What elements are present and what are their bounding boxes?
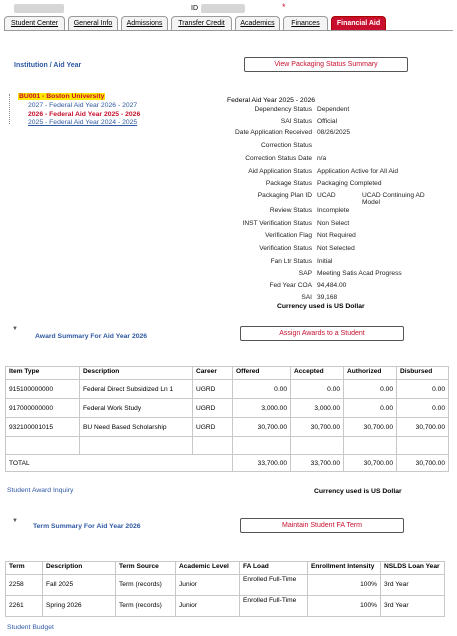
award-summary-heading: Award Summary For Aid Year 2026 bbox=[35, 333, 148, 340]
award-cell-career: UGRD bbox=[193, 418, 233, 437]
status-value: n/a bbox=[317, 155, 327, 162]
total-offered: 33,700.00 bbox=[233, 455, 291, 472]
aid-currency-note: Currency used is US Dollar bbox=[277, 303, 365, 310]
tree-item-2025[interactable]: 2025 - Federal Aid Year 2024 - 2025 bbox=[28, 119, 138, 126]
view-packaging-status-button[interactable]: View Packaging Status Summary bbox=[244, 57, 408, 72]
status-value: Not Selected bbox=[317, 245, 355, 252]
maintain-fa-term-button[interactable]: Maintain Student FA Term bbox=[240, 518, 404, 533]
term-cell-intensity: 100% bbox=[308, 596, 381, 617]
award-cell-offered: 30,700.00 bbox=[233, 418, 291, 437]
col-enrollment-intensity: Enrollment Intensity bbox=[308, 562, 381, 575]
award-cell-offered: 0.00 bbox=[233, 380, 291, 399]
term-cell-load: Enrolled Full-Time bbox=[240, 575, 308, 596]
status-value: Application Active for All Aid bbox=[317, 168, 399, 175]
status-label: Correction Status bbox=[261, 142, 312, 149]
award-cell-item: 932100001015 bbox=[6, 418, 80, 437]
status-label: Fan Ltr Status bbox=[270, 258, 312, 265]
award-cell-item: 917000000000 bbox=[6, 399, 80, 418]
tab-financial-aid[interactable]: Financial Aid bbox=[331, 16, 386, 30]
status-value: 94,484.00 bbox=[317, 282, 347, 289]
status-value: 39,168 bbox=[317, 294, 338, 301]
award-blank-cell bbox=[233, 437, 291, 455]
col-career: Career bbox=[193, 367, 233, 380]
award-cell-accepted: 3,000.00 bbox=[291, 399, 344, 418]
col-offered: Offered bbox=[233, 367, 291, 380]
tab-finances[interactable]: Finances bbox=[283, 16, 328, 30]
assign-awards-button[interactable]: Assign Awards to a Student bbox=[240, 326, 404, 341]
award-cell-authorized: 0.00 bbox=[344, 399, 397, 418]
tree-item-2027[interactable]: 2027 - Federal Aid Year 2026 - 2027 bbox=[28, 102, 138, 109]
status-value: Packaging Completed bbox=[317, 180, 382, 187]
term-cell-nslds: 3rd Year bbox=[381, 575, 445, 596]
term-cell-intensity: 100% bbox=[308, 575, 381, 596]
award-cell-disbursed: 0.00 bbox=[397, 399, 449, 418]
col-nslds-loan-year: NSLDS Loan Year bbox=[381, 562, 445, 575]
tab-admissions[interactable]: Admissions bbox=[121, 16, 168, 30]
award-cell-career: UGRD bbox=[193, 380, 233, 399]
term-cell-term: 2258 bbox=[6, 575, 43, 596]
status-label: SAI Status bbox=[280, 118, 312, 125]
student-budget-link[interactable]: Student Budget bbox=[7, 624, 54, 631]
col-description: Description bbox=[80, 367, 193, 380]
tab-divider bbox=[4, 30, 453, 31]
col-term-description: Description bbox=[43, 562, 116, 575]
col-item-type: Item Type bbox=[6, 367, 80, 380]
term-cell-load: Enrolled Full-Time bbox=[240, 596, 308, 617]
student-name-redacted bbox=[14, 4, 64, 13]
term-cell-source: Term (records) bbox=[116, 575, 176, 596]
status-value: Meeting Satis Acad Progress bbox=[317, 270, 402, 277]
term-table bbox=[5, 561, 445, 617]
collapse-award-icon[interactable]: ▼ bbox=[12, 326, 18, 332]
tree-connector-icon bbox=[9, 94, 17, 124]
term-cell-desc: Fall 2025 bbox=[43, 575, 116, 596]
status-label: Review Status bbox=[269, 207, 312, 214]
required-mark: * bbox=[282, 2, 286, 12]
status-label: Packaging Plan ID bbox=[257, 192, 312, 199]
total-accepted: 33,700.00 bbox=[291, 455, 344, 472]
status-value: Incomplete bbox=[317, 207, 350, 214]
award-blank-cell bbox=[193, 437, 233, 455]
award-cell-offered: 3,000.00 bbox=[233, 399, 291, 418]
award-cell-authorized: 0.00 bbox=[344, 380, 397, 399]
total-authorized: 30,700.00 bbox=[344, 455, 397, 472]
term-cell-term: 2261 bbox=[6, 596, 43, 617]
award-row bbox=[6, 399, 449, 418]
status-label: SAP bbox=[298, 270, 312, 277]
col-term: Term bbox=[6, 562, 43, 575]
student-id-redacted bbox=[201, 4, 245, 13]
col-accepted: Accepted bbox=[291, 367, 344, 380]
status-value: Initial bbox=[317, 258, 333, 265]
term-cell-source: Term (records) bbox=[116, 596, 176, 617]
award-cell-authorized: 30,700.00 bbox=[344, 418, 397, 437]
term-cell-desc: Spring 2026 bbox=[43, 596, 116, 617]
status-label: Package Status bbox=[265, 180, 312, 187]
award-cell-career: UGRD bbox=[193, 399, 233, 418]
id-label: ID bbox=[191, 5, 198, 12]
award-blank-cell bbox=[344, 437, 397, 455]
institution-heading: Institution / Aid Year bbox=[14, 62, 82, 69]
status-value: Official bbox=[317, 118, 338, 125]
status-label: Date Application Received bbox=[235, 129, 312, 136]
award-blank-cell bbox=[6, 437, 80, 455]
award-row bbox=[6, 418, 449, 437]
status-value: UCAD bbox=[317, 192, 336, 199]
col-disbursed: Disbursed bbox=[397, 367, 449, 380]
award-cell-accepted: 0.00 bbox=[291, 380, 344, 399]
status-value: Dependent bbox=[317, 106, 350, 113]
award-cell-desc: Federal Direct Subsidized Ln 1 bbox=[80, 380, 193, 399]
term-row bbox=[6, 575, 445, 596]
status-label: Correction Status Date bbox=[245, 155, 312, 162]
tab-student-center[interactable]: Student Center bbox=[4, 16, 65, 30]
status-label: Verification Status bbox=[259, 245, 312, 252]
award-cell-item: 915100000000 bbox=[6, 380, 80, 399]
col-fa-load: FA Load bbox=[240, 562, 308, 575]
student-award-inquiry-link[interactable]: Student Award Inquiry bbox=[7, 487, 74, 494]
tab-general-info[interactable]: General Info bbox=[68, 16, 118, 30]
status-label: Aid Application Status bbox=[248, 168, 312, 175]
award-cell-desc: Federal Work Study bbox=[80, 399, 193, 418]
col-term-source: Term Source bbox=[116, 562, 176, 575]
status-label: INST Verification Status bbox=[242, 220, 312, 227]
term-cell-nslds: 3rd Year bbox=[381, 596, 445, 617]
status-label: SAI bbox=[301, 294, 312, 301]
award-cell-disbursed: 0.00 bbox=[397, 380, 449, 399]
status-value: 08/26/2025 bbox=[317, 129, 351, 136]
award-cell-disbursed: 30,700.00 bbox=[397, 418, 449, 437]
award-blank-row bbox=[6, 437, 449, 455]
col-authorized: Authorized bbox=[344, 367, 397, 380]
tab-academics[interactable]: Academics bbox=[235, 16, 280, 30]
award-cell-accepted: 30,700.00 bbox=[291, 418, 344, 437]
award-blank-cell bbox=[80, 437, 193, 455]
status-label: Verification Flag bbox=[265, 232, 312, 239]
tree-item-2026[interactable]: 2026 - Federal Aid Year 2025 - 2026 bbox=[28, 111, 141, 118]
award-table bbox=[5, 366, 449, 472]
term-cell-level: Junior bbox=[176, 575, 240, 596]
tab-transfer-credit[interactable]: Transfer Credit bbox=[171, 16, 232, 30]
term-cell-level: Junior bbox=[176, 596, 240, 617]
tree-root-label[interactable]: BU001 - Boston University bbox=[19, 93, 105, 100]
award-blank-cell bbox=[397, 437, 449, 455]
term-summary-heading: Term Summary For Aid Year 2026 bbox=[33, 523, 141, 530]
award-currency-note: Currency used is US Dollar bbox=[314, 488, 402, 495]
total-label: TOTAL bbox=[6, 455, 233, 472]
total-disbursed: 30,700.00 bbox=[397, 455, 449, 472]
col-academic-level: Academic Level bbox=[176, 562, 240, 575]
status-label: Fed Year COA bbox=[269, 282, 312, 289]
award-row bbox=[6, 380, 449, 399]
collapse-term-icon[interactable]: ▼ bbox=[12, 518, 18, 524]
award-cell-desc: BU Need Based Scholarship bbox=[80, 418, 193, 437]
award-total-row bbox=[6, 455, 449, 472]
status-value: Not Required bbox=[317, 232, 356, 239]
term-row bbox=[6, 596, 445, 617]
status-value: Non Select bbox=[317, 220, 350, 227]
status-extra: UCAD Continuing AD Model bbox=[362, 192, 425, 206]
award-blank-cell bbox=[291, 437, 344, 455]
status-label: Dependency Status bbox=[254, 106, 312, 113]
aid-year-title: Federal Aid Year 2025 - 2026 bbox=[227, 97, 316, 104]
